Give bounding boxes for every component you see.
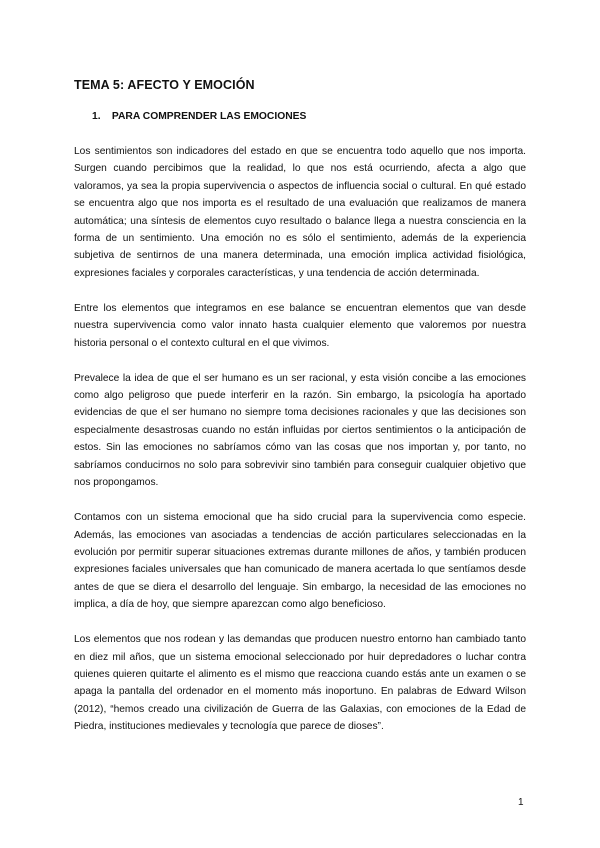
section-heading xyxy=(92,111,306,122)
document-body xyxy=(74,143,526,753)
paragraph-4: Contamos con un sistema emocional que ha sido crucial para la supervivencia como especie. Además, las emociones van asociadas a tendencias de acción particulares seleccionadas en la evolución por permitir superar situaciones extremas durante millones de años, y también producen expresiones faciales universales que han comunicado de manera acertada lo que sentíamos desde antes de que se diera el desarrollo del lenguaje. Sin embargo, la necesidad de las emociones no implica, a día de hoy, que siempre aparezcan como algo beneficioso. xyxy=(74,512,526,611)
paragraph-5: Los elementos que nos rodean y las demandas que producen nuestro entorno han cambiado tanto en diez mil años, que un sistema emocional seleccionado por huir depredadores o luchar contra quienes quieren quitarte el alimento es el mismo que reacciona cuando estás ante un examen o se apaga la pantalla del ordenador en el momento más inoportuno. En palabras de Edward Wilson (2012), “hemos creado una civilización de Guerra de las Galaxias, con emociones de la Edad de Piedra, instituciones medievales y tecnología que parece de dioses”. xyxy=(74,634,526,733)
section-number: 1. xyxy=(92,111,101,122)
document-title: TEMA 5: AFECTO Y EMOCIÓN xyxy=(74,78,255,92)
paragraph-2: Entre los elementos que integramos en ese balance se encuentran elementos que van desde nuestra supervivencia como valor innato hasta cualquier elemento que valoremos por nuestra historia personal o el contexto cultural en el que vivimos. xyxy=(74,302,526,349)
paragraph-1: Los sentimientos son indicadores del estado en que se encuentra todo aquello que nos importa. Surgen cuando percibimos que la realidad, lo que nos está ocurriendo, afecta a algo que valoramos, ya sea la propia supervivencia o aspectos de influencia social o cultural. En qué estado se encuentra algo que nos importa es el resultado de una evaluación que realizamos de manera automática; una síntesis de elementos cuyo resultado o balance llega a nuestra consciencia en la forma de un sentimiento. Una emoción no es sólo el sentimiento, además de la experiencia subjetiva de sentirnos de una manera determinada, una emoción implica actividad fisiológica, expresiones faciales y corporales características, y una tendencia de acción determinada. xyxy=(74,146,526,279)
paragraph-3: Prevalece la idea de que el ser humano es un ser racional, y esta visión concibe a las emociones como algo peligroso que puede interferir en la razón. Sin embargo, la psicología ha aportado evidencias de que el ser humano no siempre toma decisiones racionales y que las decisiones son especialmente desastrosas cuando no están influidas por ciertos sentimientos o la anticipación de estos. Sin las emociones no sabríamos cómo van las cosas que nos importan y, por tanto, no sabríamos conducirnos no solo para sobrevivir sino también para conseguir cualquier objetivo que nos propongamos. xyxy=(74,372,526,489)
page-number: 1 xyxy=(518,797,524,808)
section-heading-text: PARA COMPRENDER LAS EMOCIONES xyxy=(111,111,307,122)
